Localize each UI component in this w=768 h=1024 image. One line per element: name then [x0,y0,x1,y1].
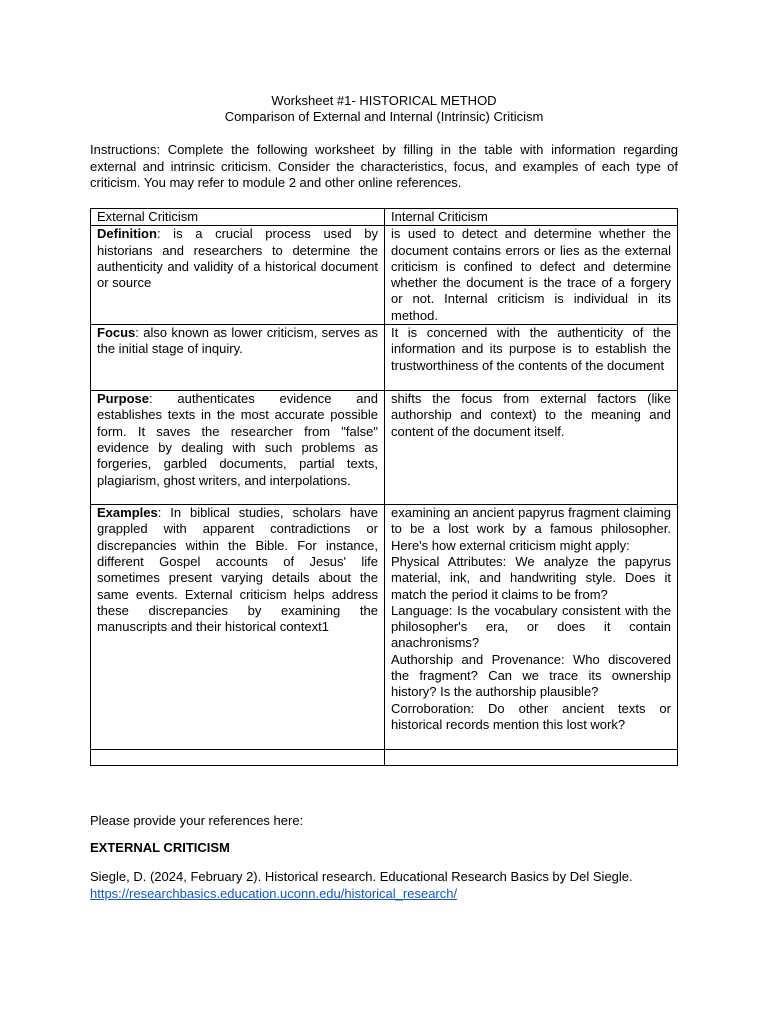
purpose-external-text: : authenticates evidence and establishes texts in the most accurate possible form. It saves the researcher from "false" evidence by dealing with such problems as forgeries, garbled documents, partial texts, plagiarism, ghost writers, and interpolations. [97,391,378,488]
examples-external-cell [91,505,385,750]
empty-cell-external[interactable] [91,750,385,766]
definition-label: Definition [97,226,157,242]
instructions-text: Instructions: Complete the following worksheet by filling in the table with information regarding external and intrinsic criticism. Consider the characteristics, focus, and examples of each type of criticism. You may refer to module 2 and other online references. [90,142,678,190]
citation-text: Siegle, D. (2024, February 2). Historical research. Educational Research Basics by Del Siegle. [90,869,633,884]
reference-citation [90,868,690,902]
examples-external-text: : In biblical studies, scholars have grappled with apparent contradictions or discrepancies within the Bible. For instance, different Gospel accounts of Jesus' life sometimes present varying details about the same events. External criticism helps address these discrepancies by examining the manuscripts and their historical context1 [97,505,378,635]
table-row-empty [91,750,678,766]
examples-internal-authorship: Authorship and Provenance: Who discovered the fragment? Can we trace its ownership history? Is the authorship plausible? [391,651,671,700]
examples-internal-physical: Physical Attributes: We analyze the papyrus material, ink, and handwriting style. Does it match the period it claims to be from? [391,553,671,602]
purpose-external-cell [91,391,385,505]
examples-internal-corroboration: Corroboration: Do other ancient texts or historical records mention this lost work? [391,700,671,732]
focus-label: Focus [97,325,136,341]
examples-label: Examples [97,505,158,521]
header-external-criticism: External Criticism [91,209,385,226]
purpose-label: Purpose [97,391,150,407]
empty-cell-internal[interactable] [385,750,678,766]
definition-external-cell [91,226,385,325]
focus-external-text: : also known as lower criticism, serves as the initial stage of inquiry. [97,325,378,357]
table-row [91,505,678,750]
table-row [91,325,678,391]
purpose-internal-cell: shifts the focus from external factors (like authorship and context) to the meaning and content of the document itself. [385,391,678,505]
references-heading: EXTERNAL CRITICISM [90,840,230,855]
table-header-row [91,209,678,226]
examples-internal-language: Language: Is the vocabulary consistent with the philosopher's era, or does it contain anachronisms? [391,602,671,651]
table-row [91,226,678,325]
worksheet-title: Worksheet #1- HISTORICAL METHOD [271,93,497,108]
definition-internal-cell: is used to detect and determine whether the document contains errors or lies as the external criticism is confined to defect and determine whether the document is the trace of a forgery or not. Internal criticism is individual in its method. [385,226,678,325]
header-internal-criticism: Internal Criticism [385,209,678,226]
worksheet-subtitle: Comparison of External and Internal (Intrinsic) Criticism [224,109,544,124]
examples-internal-intro: examining an ancient papyrus fragment claiming to be a lost work by a famous philosopher. Here's how external criticism might apply: [391,505,671,553]
definition-external-text: : is a crucial process used by historians and researchers to determine the authenticity and validity of a historical document or source [97,226,378,291]
examples-internal-cell [385,505,678,750]
table-row [91,391,678,505]
references-prompt: Please provide your references here: [90,813,304,828]
citation-link[interactable]: https://researchbasics.education.uconn.edu/historical_research/ [90,886,458,901]
focus-external-cell [91,325,385,391]
criticism-comparison-table [90,208,678,766]
focus-internal-cell: It is concerned with the authenticity of the information and its purpose is to establish the trustworthiness of the contents of the document [385,325,678,391]
